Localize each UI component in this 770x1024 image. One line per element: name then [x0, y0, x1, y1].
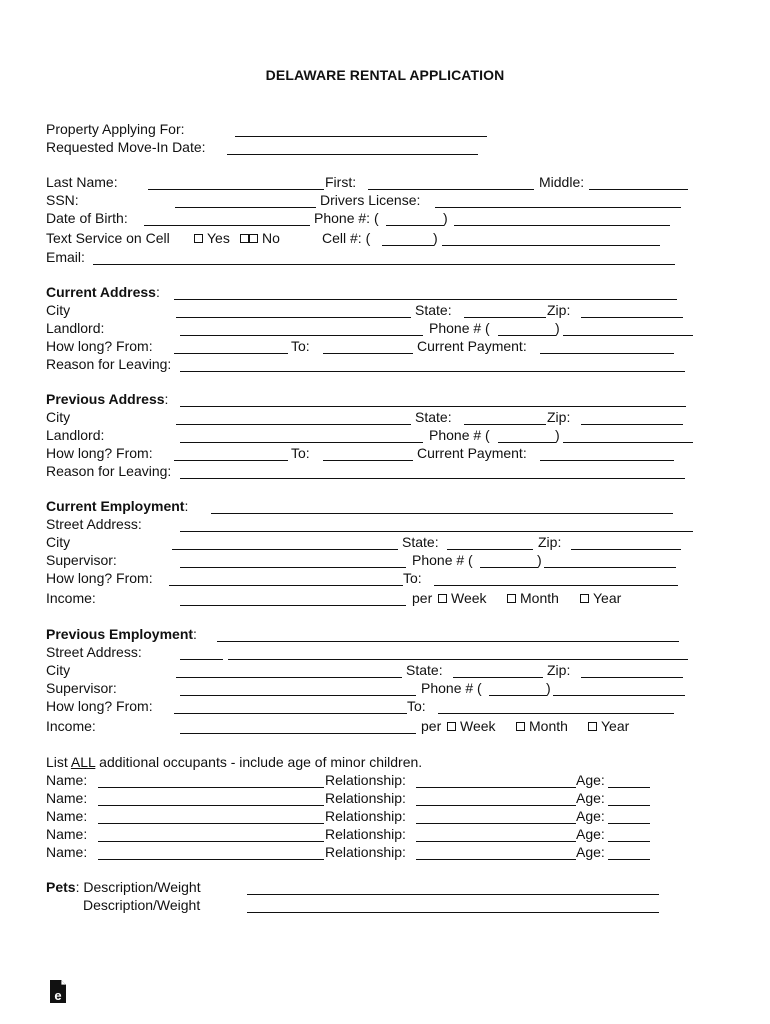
cur-emp-state-field[interactable]	[447, 535, 533, 550]
occupant-name-field[interactable]	[98, 773, 324, 788]
cur-emp-paren: )	[537, 552, 542, 568]
prev-emp-city-field[interactable]	[176, 663, 402, 678]
occupant-age-label: Age:	[576, 826, 605, 842]
email-label: Email:	[46, 249, 85, 265]
occupant-name-label: Name:	[46, 808, 88, 824]
phone-label: Phone #: (	[314, 210, 379, 226]
prev-emp-income-label: Income:	[46, 718, 96, 734]
cur-emp-street-label: Street Address:	[46, 516, 142, 532]
previous-zip-label: Zip:	[547, 409, 571, 425]
previous-landlord-paren: )	[555, 427, 560, 443]
cur-emp-zip-label: Zip:	[538, 534, 562, 550]
previous-landlord-field[interactable]	[180, 428, 423, 443]
previous-address-row	[46, 391, 706, 409]
current-address-field[interactable]	[174, 285, 677, 300]
prev-emp-from-field[interactable]	[174, 699, 407, 714]
prev-emp-street-row	[46, 644, 706, 662]
pets-row-1	[46, 879, 706, 897]
property-applying-row	[46, 121, 706, 139]
cur-emp-city-field[interactable]	[172, 535, 398, 550]
cur-emp-supervisor-label: Supervisor:	[46, 552, 117, 568]
eforms-logo-icon	[49, 980, 67, 1004]
prev-emp-paren: )	[546, 680, 551, 696]
prev-emp-income-row	[46, 718, 706, 736]
cur-emp-zip-field[interactable]	[571, 535, 681, 550]
occupant-age-field[interactable]	[608, 827, 650, 842]
prev-emp-city-label: City	[46, 662, 71, 678]
previous-reason-row	[46, 463, 706, 481]
cur-emp-per-label: per	[412, 590, 433, 606]
previous-to-label: To:	[291, 445, 310, 461]
cur-emp-city-label: City	[46, 534, 71, 550]
occupant-name-field[interactable]	[98, 809, 324, 824]
prev-emp-supervisor-field[interactable]	[180, 681, 416, 696]
move-in-row	[46, 139, 706, 157]
current-landlord-phone-label: Phone # (	[429, 320, 490, 336]
prev-emp-howlong-label: How long? From:	[46, 698, 153, 714]
occupant-relationship-field[interactable]	[416, 773, 576, 788]
pets-label-1: Pets: Description/Weight	[46, 879, 201, 895]
current-payment-label: Current Payment:	[417, 338, 527, 354]
cur-emp-month-checkbox[interactable]	[507, 594, 516, 603]
current-landlord-phone-field[interactable]	[563, 321, 693, 336]
previous-howlong-row	[46, 445, 706, 463]
current-employment-heading: Current Employment:	[46, 498, 189, 514]
cur-emp-month-option[interactable]: Month	[507, 590, 559, 607]
cur-emp-supervisor-field[interactable]	[180, 553, 406, 568]
occupant-relationship-label: Relationship:	[325, 772, 406, 788]
cur-emp-week-checkbox[interactable]	[438, 594, 447, 603]
occupant-relationship-field[interactable]	[416, 791, 576, 806]
cur-emp-to-field[interactable]	[434, 571, 678, 586]
cell-paren-close: )	[433, 230, 438, 246]
property-applying-field[interactable]	[235, 122, 487, 137]
middle-name-label: Middle:	[539, 174, 585, 190]
previous-landlord-label: Landlord:	[46, 427, 105, 443]
occupant-relationship-field[interactable]	[416, 845, 576, 860]
first-name-label: First:	[325, 174, 357, 190]
prev-emp-supervisor-row	[46, 680, 706, 698]
occupant-age-field[interactable]	[608, 845, 650, 860]
yes-checkbox[interactable]	[194, 234, 203, 243]
email-field[interactable]	[93, 250, 675, 265]
occupant-name-label: Name:	[46, 790, 88, 806]
occupant-age-field[interactable]	[608, 809, 650, 824]
pets-row-2	[46, 897, 706, 915]
property-applying-label: Property Applying For:	[46, 121, 185, 137]
move-in-field[interactable]	[227, 140, 478, 155]
previous-howlong-label: How long? From:	[46, 445, 153, 461]
form-title: DELAWARE RENTAL APPLICATION	[265, 67, 505, 83]
logo-letter: e	[54, 988, 62, 1003]
current-howlong-label: How long? From:	[46, 338, 153, 354]
current-reason-field[interactable]	[180, 357, 685, 372]
no-checkbox-a[interactable]	[240, 234, 249, 243]
phone-paren-close: )	[443, 210, 448, 226]
previous-address-heading: Previous Address:	[46, 391, 169, 407]
current-city-row	[46, 302, 706, 320]
prev-emp-to-field[interactable]	[438, 699, 674, 714]
prev-emp-state-label: State:	[406, 662, 443, 678]
occupant-row	[46, 826, 706, 844]
prev-emp-month-checkbox[interactable]	[516, 722, 525, 731]
cur-emp-income-row	[46, 590, 706, 608]
phone-area-field[interactable]	[386, 211, 444, 226]
current-landlord-phone-area[interactable]	[498, 321, 556, 336]
current-city-field[interactable]	[176, 303, 411, 318]
cur-emp-state-label: State:	[402, 534, 439, 550]
occupant-relationship-label: Relationship:	[325, 826, 406, 842]
prev-emp-zip-field[interactable]	[581, 663, 683, 678]
cur-emp-phone-label: Phone # (	[412, 552, 473, 568]
occupant-name-label: Name:	[46, 826, 88, 842]
current-landlord-label: Landlord:	[46, 320, 105, 336]
previous-employer-field[interactable]	[217, 627, 679, 642]
dob-field[interactable]	[144, 211, 310, 226]
ssn-row	[46, 192, 706, 210]
prev-emp-phone-label: Phone # (	[421, 680, 482, 696]
previous-reason-field[interactable]	[180, 464, 685, 479]
current-employer-field[interactable]	[211, 499, 673, 514]
occupant-relationship-label: Relationship:	[325, 808, 406, 824]
cur-emp-howlong-row	[46, 570, 706, 588]
prev-emp-street-number-field[interactable]	[180, 645, 223, 660]
name-row	[46, 174, 706, 192]
pets-field-2[interactable]	[247, 898, 659, 913]
previous-from-field[interactable]	[174, 446, 288, 461]
occupant-name-label: Name:	[46, 844, 88, 860]
current-landlord-paren: )	[555, 320, 560, 336]
text-service-no[interactable]	[240, 230, 280, 247]
cur-emp-from-field[interactable]	[169, 571, 403, 586]
occupant-relationship-label: Relationship:	[325, 790, 406, 806]
current-payment-field[interactable]	[540, 339, 674, 354]
prev-emp-howlong-row	[46, 698, 706, 716]
occupant-age-label: Age:	[576, 772, 605, 788]
cur-emp-year-checkbox[interactable]	[580, 594, 589, 603]
prev-emp-week-option[interactable]: Week	[447, 718, 496, 735]
previous-payment-field[interactable]	[540, 446, 674, 461]
text-service-yes[interactable]	[194, 230, 230, 247]
previous-employment-row	[46, 626, 706, 644]
text-service-row	[46, 230, 706, 248]
no-label: No	[262, 230, 280, 246]
dob-row	[46, 210, 706, 228]
yes-label: Yes	[207, 230, 230, 246]
previous-to-field[interactable]	[323, 446, 413, 461]
prev-emp-supervisor-label: Supervisor:	[46, 680, 117, 696]
current-address-row	[46, 284, 706, 302]
prev-emp-per-label: per	[421, 718, 442, 734]
previous-state-field[interactable]	[464, 410, 546, 425]
cur-emp-income-field[interactable]	[180, 591, 406, 606]
cur-emp-street-field[interactable]	[180, 517, 693, 532]
drivers-license-label: Drivers License:	[320, 192, 421, 208]
occupant-age-field[interactable]	[608, 791, 650, 806]
cell-area-field[interactable]	[382, 231, 434, 246]
pets-field-1[interactable]	[247, 880, 659, 895]
occupant-age-label: Age:	[576, 790, 605, 806]
prev-emp-street-label: Street Address:	[46, 644, 142, 660]
cur-emp-supervisor-row	[46, 552, 706, 570]
cur-emp-city-row	[46, 534, 706, 552]
occupant-row	[46, 790, 706, 808]
drivers-license-field[interactable]	[435, 193, 681, 208]
current-employment-row	[46, 498, 706, 516]
occupant-name-field[interactable]	[98, 827, 324, 842]
cur-emp-street-row	[46, 516, 706, 534]
occupant-age-label: Age:	[576, 844, 605, 860]
prev-emp-street-field[interactable]	[228, 645, 688, 660]
occupant-row	[46, 808, 706, 826]
occupant-age-field[interactable]	[608, 773, 650, 788]
prev-emp-year-option[interactable]: Year	[588, 718, 629, 735]
occupant-row	[46, 844, 706, 862]
previous-landlord-phone-field[interactable]	[563, 428, 693, 443]
current-landlord-field[interactable]	[180, 321, 423, 336]
prev-emp-phone-area[interactable]	[489, 681, 547, 696]
prev-emp-year-checkbox[interactable]	[588, 722, 597, 731]
pets-label-2: Description/Weight	[83, 897, 201, 913]
prev-emp-city-row	[46, 662, 706, 680]
previous-landlord-phone-area[interactable]	[498, 428, 556, 443]
cur-emp-howlong-label: How long? From:	[46, 570, 153, 586]
previous-employment-heading: Previous Employment:	[46, 626, 197, 642]
prev-emp-to-label: To:	[407, 698, 426, 714]
cur-emp-phone-area[interactable]	[480, 553, 538, 568]
email-row	[46, 249, 706, 267]
cell-label: Cell #: (	[322, 230, 371, 246]
previous-landlord-phone-label: Phone # (	[429, 427, 490, 443]
current-zip-label: Zip:	[547, 302, 571, 318]
cur-emp-week-option[interactable]: Week	[438, 590, 487, 607]
current-city-label: City	[46, 302, 71, 318]
first-name-field[interactable]	[368, 175, 534, 190]
middle-name-field[interactable]	[589, 175, 688, 190]
occupant-relationship-field[interactable]	[416, 827, 576, 842]
current-from-field[interactable]	[174, 339, 288, 354]
dob-label: Date of Birth:	[46, 210, 128, 226]
prev-emp-week-checkbox[interactable]	[447, 722, 456, 731]
previous-city-field[interactable]	[176, 410, 411, 425]
ssn-label: SSN:	[46, 192, 79, 208]
current-landlord-row	[46, 320, 706, 338]
cur-emp-income-label: Income:	[46, 590, 96, 606]
occupant-name-label: Name:	[46, 772, 88, 788]
prev-emp-zip-label: Zip:	[547, 662, 571, 678]
prev-emp-income-field[interactable]	[180, 719, 416, 734]
previous-city-row	[46, 409, 706, 427]
current-reason-row	[46, 356, 706, 374]
current-state-field[interactable]	[464, 303, 546, 318]
prev-emp-month-option[interactable]: Month	[516, 718, 568, 735]
current-zip-field[interactable]	[581, 303, 683, 318]
prev-emp-state-field[interactable]	[453, 663, 543, 678]
current-to-label: To:	[291, 338, 310, 354]
previous-landlord-row	[46, 427, 706, 445]
occupant-name-field[interactable]	[98, 791, 324, 806]
previous-reason-label: Reason for Leaving:	[46, 463, 172, 479]
last-name-label: Last Name:	[46, 174, 118, 190]
occupants-intro	[46, 754, 706, 772]
last-name-field[interactable]	[148, 175, 324, 190]
occupant-age-label: Age:	[576, 808, 605, 824]
current-state-label: State:	[415, 302, 452, 318]
prev-emp-phone-field[interactable]	[553, 681, 685, 696]
occupant-relationship-label: Relationship:	[325, 844, 406, 860]
occupant-relationship-field[interactable]	[416, 809, 576, 824]
current-address-heading: Current Address:	[46, 284, 160, 300]
no-checkbox-b[interactable]	[249, 234, 258, 243]
move-in-label: Requested Move-In Date:	[46, 139, 206, 155]
cur-emp-to-label: To:	[403, 570, 422, 586]
cur-emp-year-option[interactable]: Year	[580, 590, 621, 607]
ssn-field[interactable]	[175, 193, 316, 208]
text-service-label: Text Service on Cell	[46, 230, 170, 246]
current-reason-label: Reason for Leaving:	[46, 356, 172, 372]
current-to-field[interactable]	[323, 339, 413, 354]
previous-zip-field[interactable]	[581, 410, 683, 425]
phone-number-field[interactable]	[454, 211, 670, 226]
cell-number-field[interactable]	[442, 231, 660, 246]
previous-payment-label: Current Payment:	[417, 445, 527, 461]
previous-address-field[interactable]	[180, 392, 686, 407]
previous-state-label: State:	[415, 409, 452, 425]
occupants-intro-text: List ALL additional occupants - include age of minor children.	[46, 754, 423, 770]
cur-emp-phone-field[interactable]	[544, 553, 676, 568]
occupant-name-field[interactable]	[98, 845, 324, 860]
current-howlong-row	[46, 338, 706, 356]
previous-city-label: City	[46, 409, 71, 425]
occupant-row	[46, 772, 706, 790]
